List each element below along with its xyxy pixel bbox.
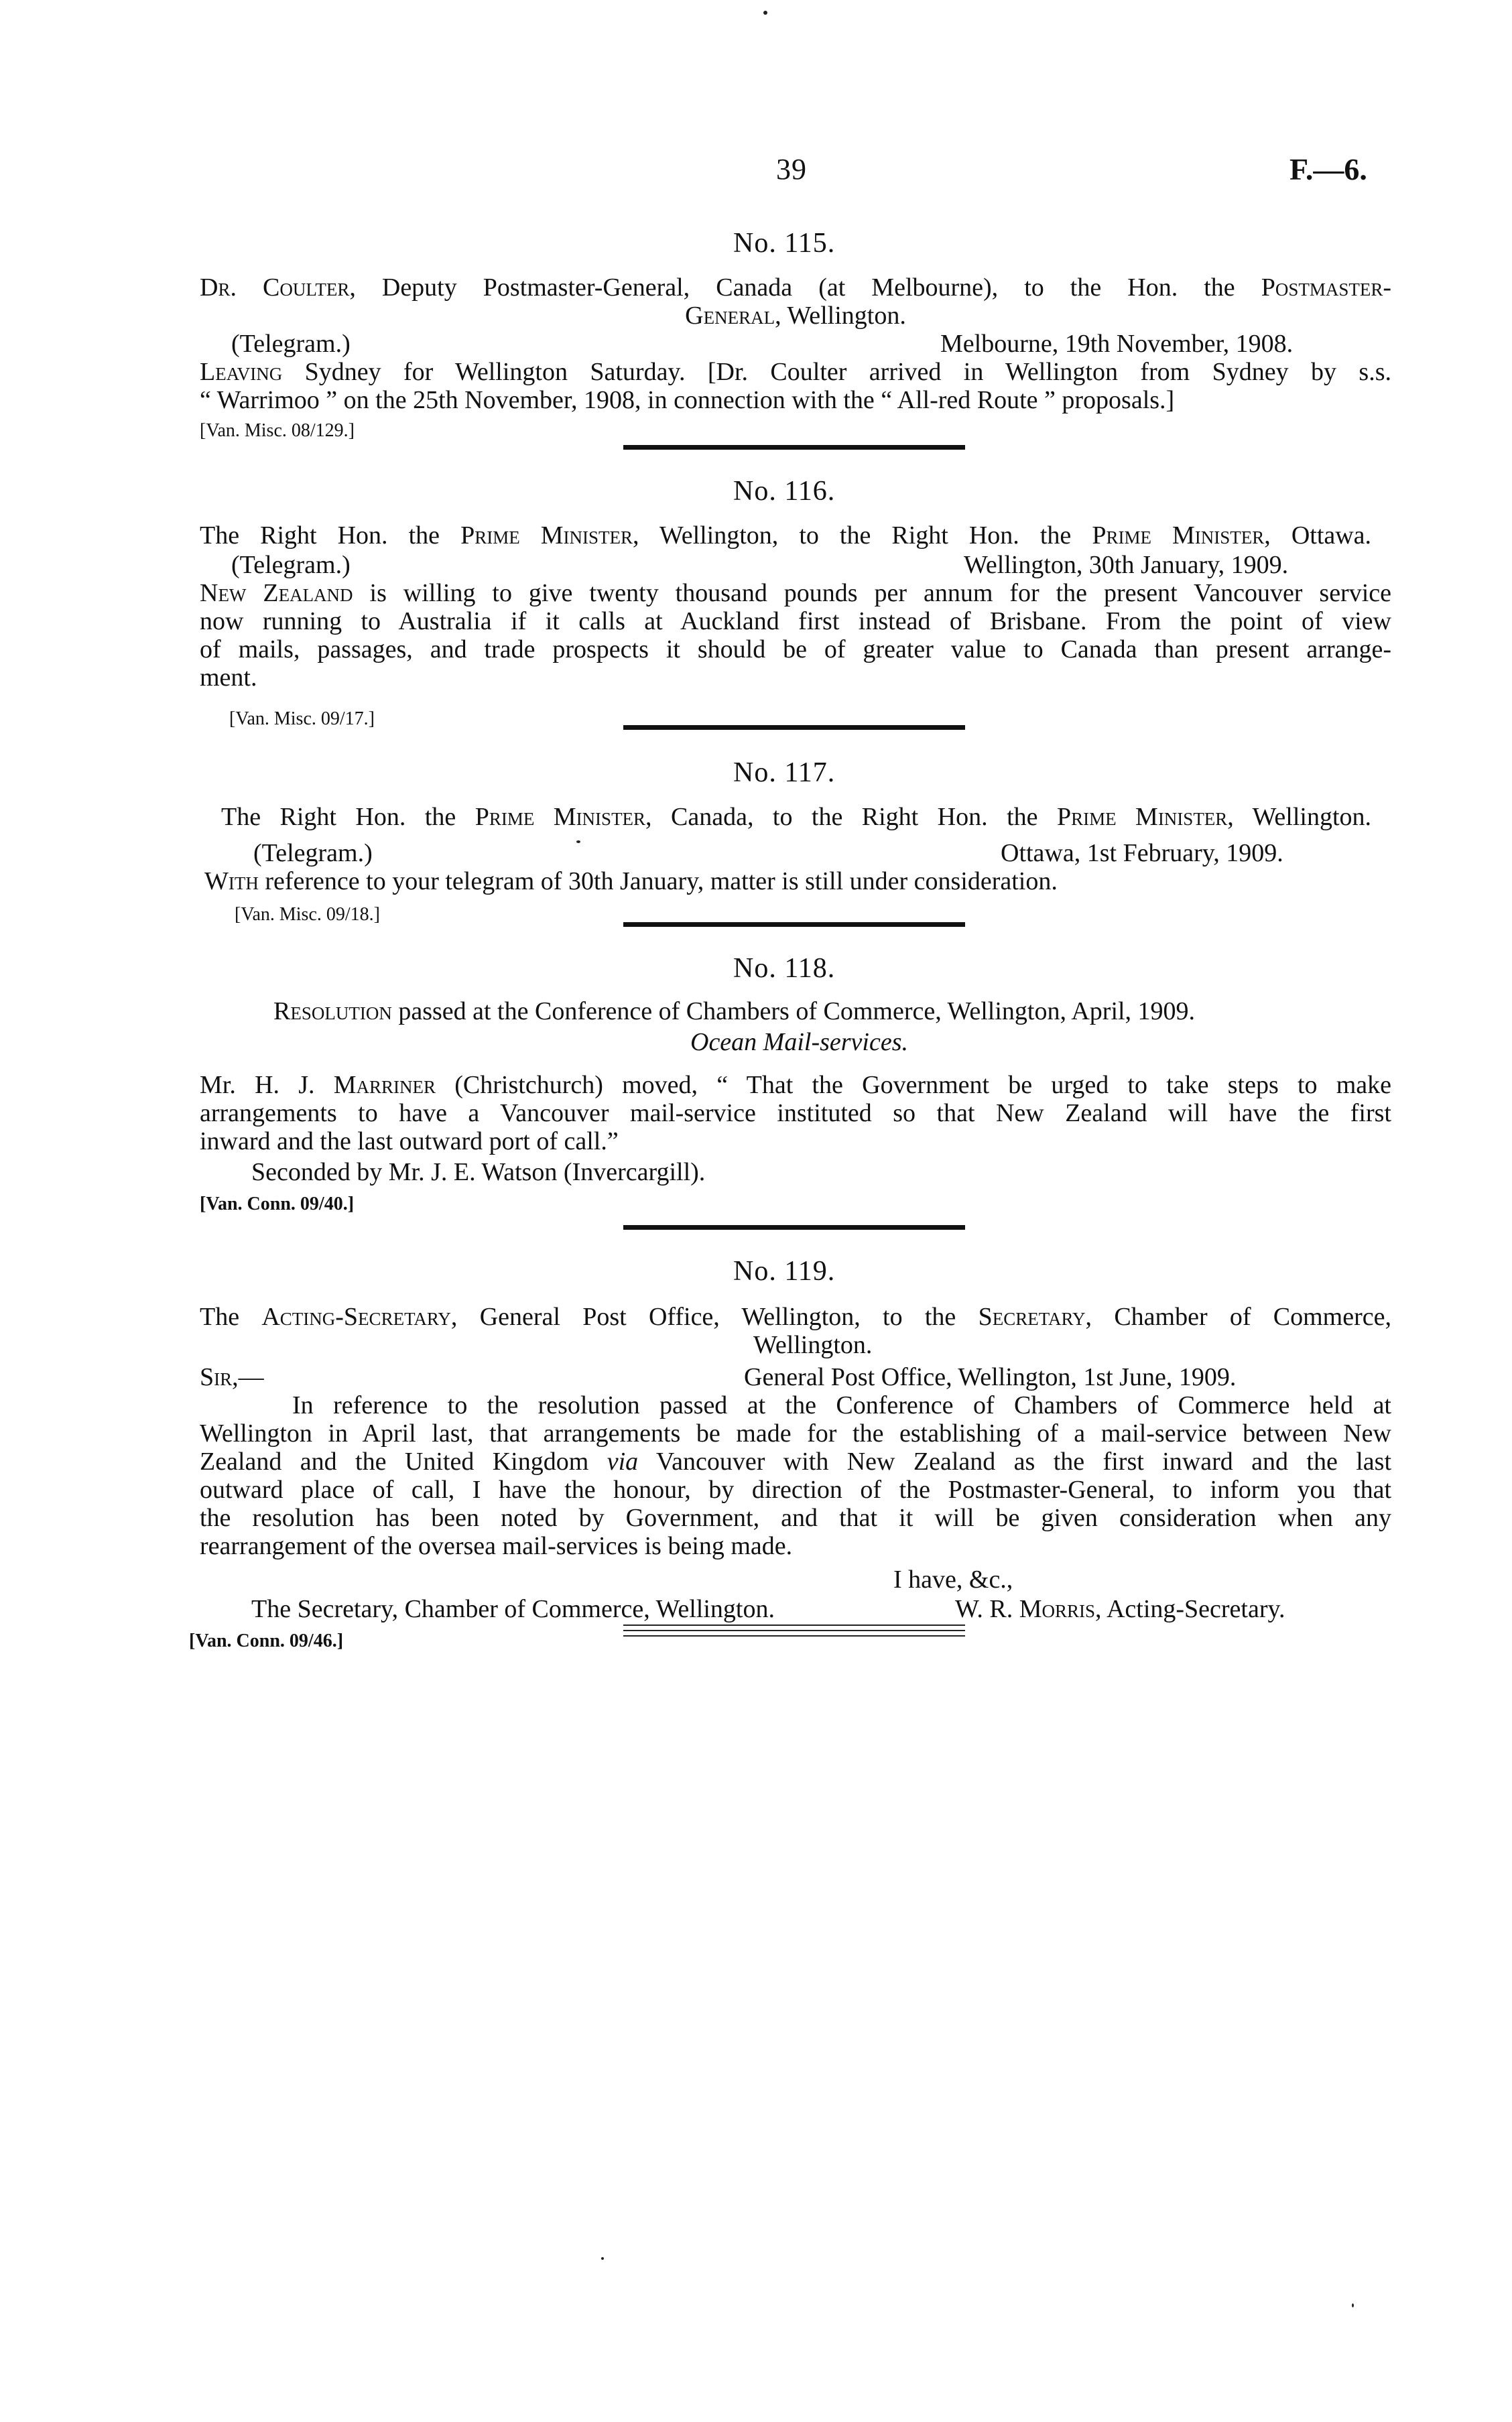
section-divider <box>623 922 965 927</box>
file-reference: [Van. Misc. 09/18.] <box>235 904 380 925</box>
item-number: No. 118. <box>733 953 836 984</box>
item-addressing <box>221 803 1371 831</box>
dateline: Melbourne, 19th November, 1908. <box>940 330 1294 358</box>
message-body <box>200 1071 1391 1099</box>
message-body: ment. <box>200 663 257 692</box>
body-text: reference to your telegram of 30th January, matter is still under consideration. <box>265 867 1058 895</box>
end-rule-middle <box>623 1630 965 1631</box>
file-reference: [Van. Misc. 09/17.] <box>229 708 375 729</box>
addressing-text: Ottawa. <box>1291 521 1372 550</box>
signature-name: Morris, <box>1019 1595 1102 1623</box>
recipient-title: Prime Minister, <box>1056 803 1234 831</box>
letter-body <box>200 1448 1391 1476</box>
message-kind: (Telegram.) <box>253 839 373 867</box>
signature-initials: W. R. <box>955 1595 1013 1623</box>
lead-word: Resolution <box>273 997 392 1025</box>
section-divider <box>623 1225 965 1230</box>
letter-body: outward place of call, I have the honour, by direction of the Postmaster-General, to inform you that <box>200 1476 1391 1504</box>
addressing-text: Chamber of Commerce, <box>1114 1303 1391 1331</box>
person-name: Marriner <box>333 1071 436 1099</box>
message-kind: (Telegram.) <box>231 551 351 579</box>
end-rule-bottom <box>623 1635 965 1637</box>
addressing-text: Wellington. <box>1252 803 1371 831</box>
title-text: passed at the Conference of Chambers of Commerce, Wellington, April, 1909. <box>398 997 1196 1025</box>
body-text: Vancouver with New Zealand as the first inward and the last <box>655 1448 1392 1476</box>
message-body: Seconded by Mr. J. E. Watson (Invercargill). <box>251 1158 706 1186</box>
item-number: No. 119. <box>733 1256 836 1287</box>
message-body <box>200 358 1391 386</box>
letter-body: the resolution has been noted by Government, and that it will be given consideration when any <box>200 1504 1391 1532</box>
message-body <box>204 867 1058 895</box>
signature-line <box>955 1595 1285 1623</box>
salutation: Sir,— <box>200 1363 264 1391</box>
addressing-text: The Right Hon. the <box>200 521 440 550</box>
item-addressing <box>200 1303 1391 1331</box>
addressing-text: The <box>200 1303 240 1331</box>
item-addressing-continued: Wellington. <box>753 1331 873 1359</box>
sender-title: Prime Minister, <box>460 521 639 550</box>
addressing-text: Canada, to the Right Hon. the <box>671 803 1038 831</box>
addressing-text: The Right Hon. the <box>221 803 456 831</box>
stray-mark <box>601 2257 604 2260</box>
body-text: (Christchurch) moved, “ That the Government be urged to take steps to make <box>454 1071 1392 1099</box>
sender-title: Acting-Secretary, <box>261 1303 458 1331</box>
addressing-text: Deputy Postmaster-General, Canada (at Melbourne), to the Hon. the <box>381 273 1235 302</box>
item-addressing <box>200 273 1391 302</box>
complimentary-close: I have, &c., <box>893 1566 1013 1594</box>
dateline: General Post Office, Wellington, 1st June, 1909. <box>744 1363 1237 1391</box>
section-divider <box>623 445 965 450</box>
item-subtitle: Ocean Mail-services. <box>690 1028 908 1056</box>
stray-mark <box>576 840 580 843</box>
message-body <box>200 579 1391 607</box>
dateline: Wellington, 30th January, 1909. <box>964 551 1289 579</box>
file-reference: [Van. Conn. 09/40.] <box>200 1194 355 1214</box>
item-title <box>273 997 1195 1025</box>
message-body: of mails, passages, and trade prospects it should be of greater value to Canada than present arrange- <box>200 635 1391 663</box>
recipient-title: General, <box>685 302 781 330</box>
letter-body: Wellington in April last, that arrangements be made for the establishing of a mail-service between New <box>200 1419 1391 1448</box>
body-text: Mr. H. J. <box>200 1071 315 1099</box>
stray-mark <box>1352 2303 1354 2307</box>
message-body: “ Warrimoo ” on the 25th November, 1908, in connection with the “ All-red Route ” proposals.] <box>200 386 1175 414</box>
emphasis-text: via <box>607 1448 639 1476</box>
body-text: is willing to give twenty thousand pounds per annum for the present Vancouver service <box>369 579 1391 607</box>
lead-word: Leaving <box>200 358 283 386</box>
lead-word: New Zealand <box>200 579 353 607</box>
message-body: now running to Australia if it calls at Auckland first instead of Brisbane. From the point of view <box>200 607 1391 635</box>
item-number: No. 115. <box>733 228 836 259</box>
addressing-text: Wellington. <box>787 302 906 330</box>
dateline: Ottawa, 1st February, 1909. <box>1001 839 1283 867</box>
message-body: inward and the last outward port of call.” <box>200 1127 619 1155</box>
recipient-title: Secretary, <box>978 1303 1092 1331</box>
file-reference: [Van. Conn. 09/46.] <box>189 1631 344 1651</box>
item-number: No. 117. <box>733 757 836 788</box>
stray-mark <box>763 11 767 15</box>
letter-body: rearrangement of the oversea mail-services is being made. <box>200 1532 793 1560</box>
addressee-line: The Secretary, Chamber of Commerce, Wellington. <box>251 1595 775 1623</box>
body-text: Zealand and the United Kingdom <box>200 1448 589 1476</box>
sender-name: Dr. Coulter, <box>200 273 356 302</box>
end-rule-top <box>623 1624 965 1626</box>
recipient-title: Prime Minister, <box>1092 521 1271 550</box>
lead-word: With <box>204 867 259 895</box>
page-number: 39 <box>776 153 807 186</box>
message-kind: (Telegram.) <box>231 330 351 358</box>
item-addressing-continued <box>200 302 1391 330</box>
letter-body: In reference to the resolution passed at the Conference of Chambers of Commerce held at <box>292 1391 1391 1419</box>
recipient-title: Postmaster- <box>1261 273 1391 302</box>
signature-title: Acting-Secretary. <box>1106 1595 1285 1623</box>
body-text: Sydney for Wellington Saturday. [Dr. Coulter arrived in Wellington from Sydney by s.s. <box>304 358 1392 386</box>
section-divider <box>623 725 965 730</box>
addressing-text: General Post Office, Wellington, to the <box>479 1303 956 1331</box>
message-body: arrangements to have a Vancouver mail-service instituted so that New Zealand will have the first <box>200 1099 1391 1127</box>
sender-title: Prime Minister, <box>475 803 652 831</box>
document-code: F.—6. <box>1289 152 1367 186</box>
file-reference: [Van. Misc. 08/129.] <box>200 420 355 441</box>
addressing-text: Wellington, to the Right Hon. the <box>659 521 1072 550</box>
item-number: No. 116. <box>733 476 836 507</box>
item-addressing <box>200 521 1371 550</box>
